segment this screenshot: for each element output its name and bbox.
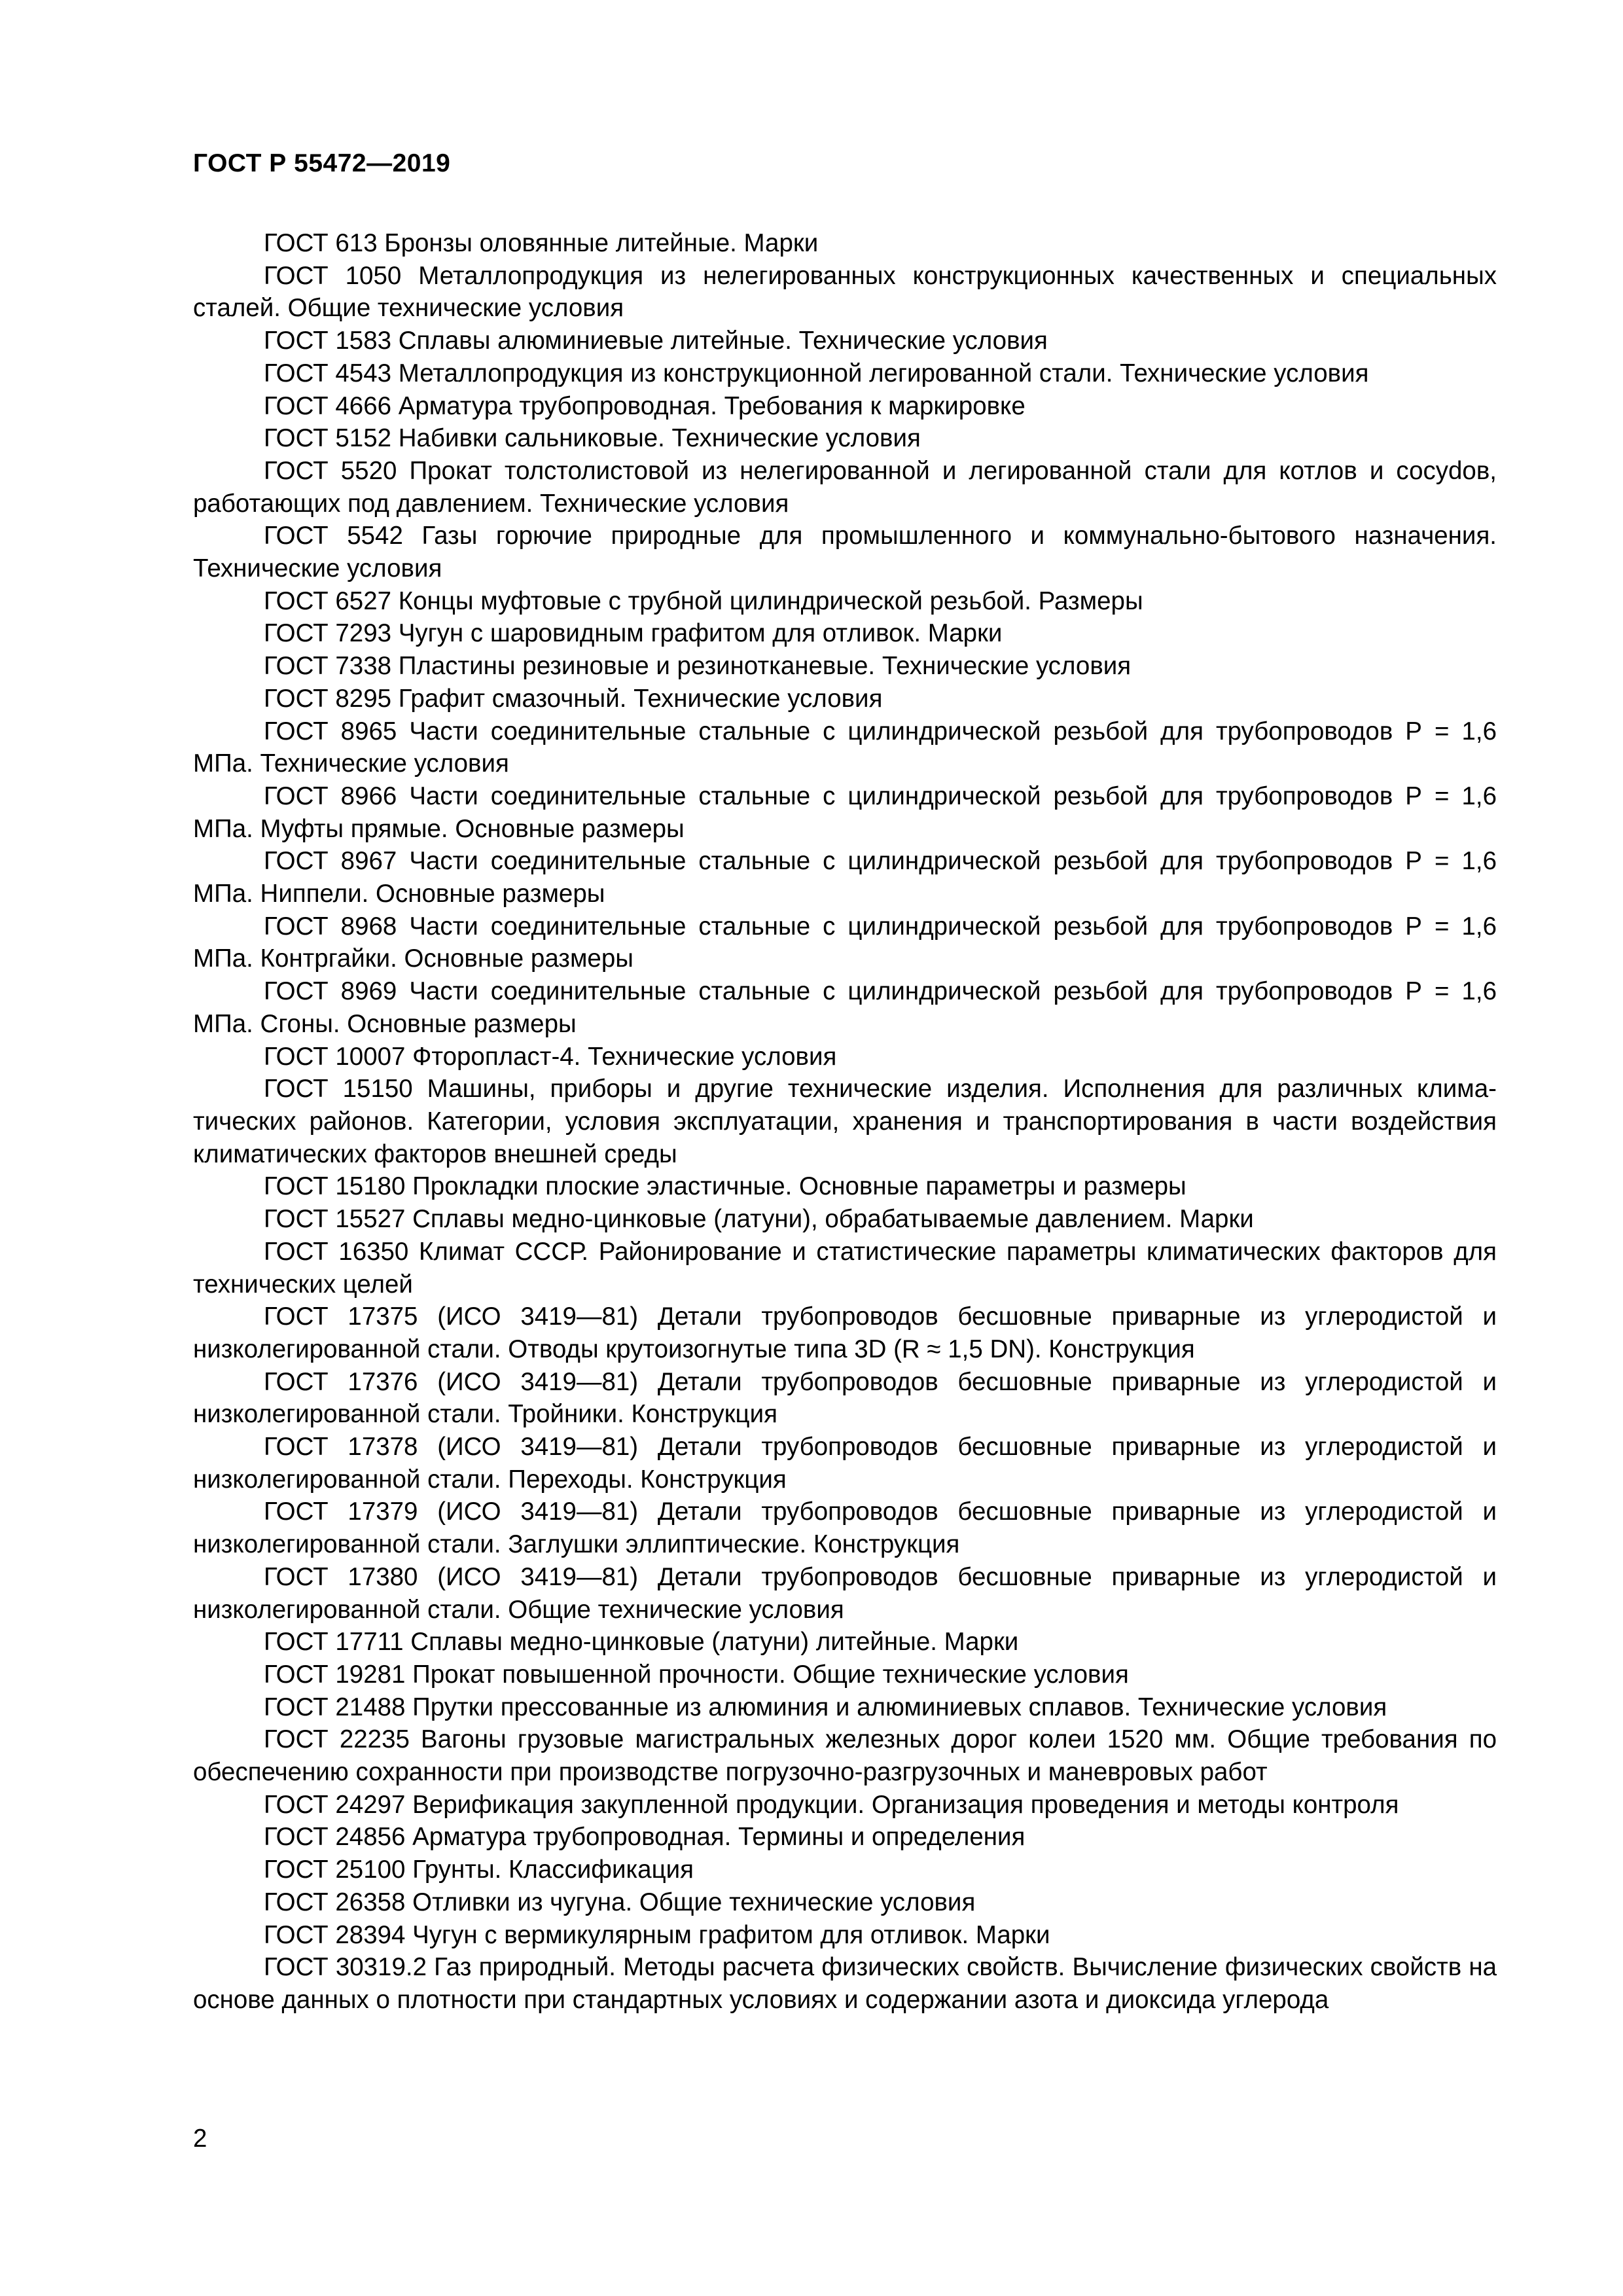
reference-item: ГОСТ 4543 Металлопродукция из конструкционной легированной стали. Технические условия (264, 359, 1369, 387)
reference-item: ГОСТ 25100 Грунты. Классификация (264, 1856, 694, 1884)
document-code-header: ГОСТ Р 55472—2019 (193, 149, 451, 177)
reference-item: ГОСТ 7338 Пластины резиновые и резинотканевые. Технические условия (264, 652, 1132, 681)
reference-item: ГОСТ 1583 Сплавы алюминиевые литейные. Технические условия (264, 327, 1048, 355)
reference-item: ГОСТ 5542 Газы горючие природные для промышленного и коммунально-бытового назначения. Технические условия (193, 522, 1497, 583)
reference-item: ГОСТ 8967 Части соединительные стальные с цилиндрической резьбой для трубопроводов Р = 1,6 МПа. Ниппели. Основные размеры (193, 847, 1497, 908)
reference-item: ГОСТ 17379 (ИСО 3419—81) Детали трубопроводов бесшовные приварные из углеродистой и низколегированной стали. Заглушки эллиптические. Конструкция (193, 1498, 1497, 1559)
reference-item: ГОСТ 17378 (ИСО 3419—81) Детали трубопроводов бесшовные приварные из углеродистой и низколегированной стали. Переходы. Конструкция (193, 1433, 1497, 1494)
reference-item: ГОСТ 17375 (ИСО 3419—81) Детали трубопроводов бесшовные приварные из углеродистой и низколегированной стали. Отводы крутоизогнутые типа 3D (R ≈ 1,5 DN). Конструкция (193, 1302, 1497, 1363)
reference-item: ГОСТ 24856 Арматура трубопроводная. Термины и определения (264, 1823, 1026, 1852)
reference-item: ГОСТ 24297 Верификация закупленной продукции. Организация проведения и методы контроля (264, 1790, 1399, 1819)
reference-item: ГОСТ 22235 Вагоны грузовые магистральных железных дорог колеи 1520 мм. Общие требования по обеспечению сохранности при производстве погрузочно-разгрузочных и маневровых работ (193, 1725, 1497, 1787)
reference-item: ГОСТ 6527 Концы муфтовые с трубной цилиндрической резьбой. Размеры (264, 586, 1143, 615)
reference-item: ГОСТ 1050 Металлопродукция из нелегированных конструкционных качественных и специальных сталей. Общие технические условия (193, 261, 1497, 323)
reference-item: ГОСТ 8969 Части соединительные стальные с цилиндрической резьбой для трубопроводов Р = 1,6 МПа. Сгоны. Основные размеры (193, 977, 1497, 1038)
reference-item: ГОСТ 5152 Набивки сальниковые. Технические условия (264, 424, 921, 453)
reference-item: ГОСТ 8968 Части соединительные стальные с цилиндрической резьбой для трубопроводов Р = 1,6 МПа. Контргайки. Основные размеры (193, 912, 1497, 973)
reference-item: ГОСТ 17376 (ИСО 3419—81) Детали трубопроводов бесшовные приварные из углеродистой и низколегированной стали. Тройники. Конструкция (193, 1367, 1497, 1429)
reference-item: ГОСТ 10007 Фторопласт-4. Технические условия (264, 1042, 837, 1071)
reference-item: ГОСТ 15180 Прокладки плоские эластичные. Основные параметры и размеры (264, 1172, 1186, 1201)
reference-item: ГОСТ 8965 Части соединительные стальные с цилиндрической резьбой для трубопроводов Р = 1,6 МПа. Технические условия (193, 717, 1497, 778)
reference-item: ГОСТ 613 Бронзы оловянные литейные. Марки (264, 229, 819, 257)
reference-item: ГОСТ 16350 Климат СССР. Районирование и статистические параметры климатических факторов для технических целей (193, 1237, 1497, 1299)
reference-item: ГОСТ 15150 Машины, приборы и другие технические изделия. Исполнения для различных климатических районов. Категории, условия эксплуатации, хранения и транспортирования в части воздействия климатических факторов внешней среды (193, 1075, 1497, 1168)
reference-item: ГОСТ 28394 Чугун с вермикулярным графитом для отливок. Марки (264, 1920, 1050, 1949)
reference-item: ГОСТ 15527 Сплавы медно-цинковые (латуни), обрабатываемые давлением. Марки (264, 1205, 1254, 1234)
reference-item: ГОСТ 21488 Прутки прессованные из алюминия и алюминиевых сплавов. Технические условия (264, 1693, 1387, 1721)
reference-item: ГОСТ 8966 Части соединительные стальные с цилиндрической резьбой для трубопроводов Р = 1,6 МПа. Муфты прямые. Основные размеры (193, 781, 1497, 843)
reference-item: ГОСТ 5520 Прокат толстолистовой из нелегированной и легированной стали для котлов и сосуdов, работающих под давлением. Технические условия (193, 456, 1497, 518)
reference-item: ГОСТ 7293 Чугун с шаровидным графитом для отливок. Марки (264, 619, 1003, 648)
page-number: 2 (193, 2125, 207, 2153)
reference-item: ГОСТ 26358 Отливки из чугуна. Общие технические условия (264, 1888, 976, 1916)
reference-item: ГОСТ 17711 Сплавы медно-цинковые (латуни) литейные. Марки (264, 1628, 1019, 1657)
reference-item: ГОСТ 4666 Арматура трубопроводная. Требования к маркировке (264, 391, 1026, 420)
reference-item: ГОСТ 19281 Прокат повышенной прочности. Общие технические условия (264, 1660, 1129, 1689)
reference-item: ГОСТ 30319.2 Газ природный. Методы расчета физических свойств. Вычисление физических свойств на основе данных о плотности при стандартных условиях и содержании азота и диоксида углерода (193, 1953, 1497, 2014)
normative-references-list (193, 227, 1497, 2017)
reference-item: ГОСТ 8295 Графит смазочный. Технические условия (264, 684, 883, 713)
reference-item: ГОСТ 17380 (ИСО 3419—81) Детали трубопроводов бесшовные приварные из углеродистой и низколегированной стали. Общие технические условия (193, 1562, 1497, 1624)
